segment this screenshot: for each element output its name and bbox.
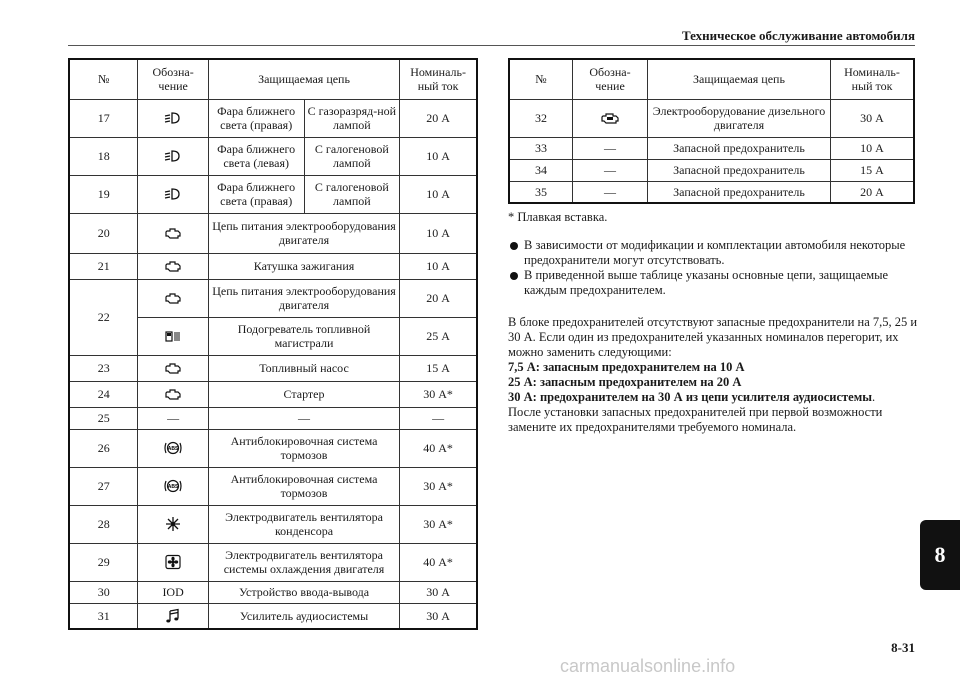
amp-cell: 30 А* bbox=[400, 381, 477, 407]
chapter-tab: 8 bbox=[920, 520, 960, 590]
circuit-cell: Фара ближнего света (правая) bbox=[208, 99, 304, 137]
fuse-number: 28 bbox=[69, 505, 138, 543]
fuse-number: 24 bbox=[69, 381, 138, 407]
table-row bbox=[509, 181, 914, 203]
note-bullet-1 bbox=[524, 238, 914, 268]
circuit-cell: Топливный насос bbox=[208, 355, 399, 381]
table-row bbox=[69, 213, 477, 253]
circuit-cell: Электродвигатель вентилятора системы охлаждения двигателя bbox=[208, 543, 399, 581]
circuit-cell: Цепь питания электрооборудования двигателя bbox=[208, 213, 399, 253]
fuse-number: 19 bbox=[69, 175, 138, 213]
symbol-cell: — bbox=[573, 181, 648, 203]
col-circuit: Защищаемая цепь bbox=[648, 59, 831, 99]
symbol-cell bbox=[138, 505, 208, 543]
engine-icon bbox=[163, 386, 183, 402]
circuit-cell: Цепь питания электрооборудования двигателя bbox=[208, 279, 399, 317]
symbol-cell bbox=[138, 381, 208, 407]
fuse-number: 35 bbox=[509, 181, 573, 203]
table-row bbox=[69, 253, 477, 279]
symbol-cell bbox=[138, 543, 208, 581]
fuse-table-right bbox=[508, 58, 915, 204]
amp-cell: 10 А bbox=[400, 137, 477, 175]
symbol-cell bbox=[138, 253, 208, 279]
header-rule bbox=[68, 45, 915, 46]
spare-line-30: 30 А: предохранителем на 30 А из цепи усилителя аудиосистемы bbox=[508, 390, 873, 404]
circuit-cell: Фара ближнего света (левая) bbox=[208, 137, 304, 175]
col-symbol: Обозна- чение bbox=[138, 59, 208, 99]
amp-cell: 15 А bbox=[400, 355, 477, 381]
engine-icon bbox=[163, 360, 183, 376]
note-text: В приведенной выше таблице указаны основные цепи, защищаемые каждым предохранителем. bbox=[524, 268, 889, 297]
page-header: Техническое обслуживание автомобиля bbox=[681, 28, 915, 43]
col-no: № bbox=[509, 59, 573, 99]
abs-icon bbox=[163, 440, 183, 456]
circuit-cell: Антиблокировочная система тормозов bbox=[208, 429, 399, 467]
col-no: № bbox=[69, 59, 138, 99]
fuse-number: 31 bbox=[69, 603, 138, 629]
fuse-number: 26 bbox=[69, 429, 138, 467]
symbol-cell bbox=[138, 175, 208, 213]
symbol-cell bbox=[138, 467, 208, 505]
table-row bbox=[509, 159, 914, 181]
symbol-cell bbox=[138, 429, 208, 467]
radiator-fan-icon bbox=[163, 554, 183, 570]
amp-cell: 10 А bbox=[831, 137, 915, 159]
symbol-cell bbox=[138, 137, 208, 175]
bullet-dot-icon bbox=[510, 242, 518, 250]
headlight-icon bbox=[163, 186, 183, 202]
table-row bbox=[69, 603, 477, 629]
table-row bbox=[69, 137, 477, 175]
note-text: В зависимости от модификации и комплектации автомобиля некоторые предохранители могут отсутствовать. bbox=[524, 238, 906, 267]
fuse-number: 23 bbox=[69, 355, 138, 381]
circuit-cell: Усилитель аудиосистемы bbox=[208, 603, 399, 629]
symbol-cell bbox=[138, 317, 208, 355]
table-row bbox=[69, 429, 477, 467]
fuel-heater-icon bbox=[163, 328, 183, 344]
symbol-cell: IOD bbox=[138, 581, 208, 603]
paragraph-text-2: После установки запасных предохранителей при первой возможности замените их предохранителями требуемого номинала. bbox=[508, 405, 883, 434]
fuse-number: 17 bbox=[69, 99, 138, 137]
fuse-number: 34 bbox=[509, 159, 573, 181]
symbol-cell: — bbox=[573, 137, 648, 159]
symbol-cell bbox=[138, 603, 208, 629]
circuit-cell: Катушка зажигания bbox=[208, 253, 399, 279]
symbol-cell bbox=[138, 213, 208, 253]
table-row bbox=[509, 99, 914, 137]
circuit-cell: Электрооборудование дизельного двигателя bbox=[648, 99, 831, 137]
circuit-cell: Запасной предохранитель bbox=[648, 137, 831, 159]
bullet-dot-icon bbox=[510, 272, 518, 280]
table-row bbox=[69, 581, 477, 603]
amp-cell: 40 А* bbox=[400, 543, 477, 581]
svg-text:ABS: ABS bbox=[167, 446, 179, 453]
amp-cell: 40 А* bbox=[400, 429, 477, 467]
amp-cell: — bbox=[400, 407, 477, 429]
amp-cell: 20 А bbox=[831, 181, 915, 203]
page-number: 8-31 bbox=[891, 640, 915, 655]
fuse-number: 33 bbox=[509, 137, 573, 159]
table-row bbox=[509, 137, 914, 159]
amp-cell: 30 А bbox=[831, 99, 915, 137]
period: . bbox=[872, 390, 876, 404]
circuit-detail-cell: С галогеновой лампой bbox=[304, 137, 400, 175]
music-icon bbox=[163, 608, 183, 624]
circuit-cell: Запасной предохранитель bbox=[648, 181, 831, 203]
circuit-cell: Подогреватель топливной магистрали bbox=[208, 317, 399, 355]
fuse-number: 29 bbox=[69, 543, 138, 581]
circuit-cell: Устройство ввода-вывода bbox=[208, 581, 399, 603]
table-row bbox=[69, 355, 477, 381]
note-bullet-2 bbox=[524, 268, 914, 298]
watermark: carmanualsonline.info bbox=[560, 656, 736, 676]
symbol-cell bbox=[138, 279, 208, 317]
circuit-cell: Запасной предохранитель bbox=[648, 159, 831, 181]
fan-icon bbox=[163, 516, 183, 532]
fuse-table-left bbox=[68, 58, 478, 630]
col-amp: Номиналь- ный ток bbox=[831, 59, 915, 99]
amp-cell: 10 А bbox=[400, 175, 477, 213]
circuit-detail-cell: С газоразряд-ной лампой bbox=[304, 99, 400, 137]
table-row bbox=[69, 407, 477, 429]
col-circuit: Защищаемая цепь bbox=[208, 59, 399, 99]
table-row bbox=[69, 99, 477, 137]
table-row bbox=[69, 467, 477, 505]
circuit-cell: Электродвигатель вентилятора конденсора bbox=[208, 505, 399, 543]
symbol-cell bbox=[138, 99, 208, 137]
amp-cell: 20 А bbox=[400, 99, 477, 137]
col-amp: Номиналь- ный ток bbox=[400, 59, 477, 99]
symbol-cell: — bbox=[138, 407, 208, 429]
table-row bbox=[69, 175, 477, 213]
paragraph-text: В блоке предохранителей отсутствуют запасные предохранители на 7,5, 25 и 30 А. Если один из предохранителей указанных номиналов перегорит, их можно заменить следующими: bbox=[508, 315, 918, 359]
fuse-number: 30 bbox=[69, 581, 138, 603]
amp-cell: 10 А bbox=[400, 253, 477, 279]
table-row bbox=[69, 279, 477, 317]
table-row bbox=[69, 381, 477, 407]
amp-cell: 30 А bbox=[400, 581, 477, 603]
fuse-number: 27 bbox=[69, 467, 138, 505]
circuit-cell: Стартер bbox=[208, 381, 399, 407]
amp-cell: 25 А bbox=[400, 317, 477, 355]
svg-text:ABS: ABS bbox=[167, 484, 179, 491]
engine-icon bbox=[163, 290, 183, 306]
symbol-cell bbox=[138, 355, 208, 381]
spare-line-7-5: 7,5 А: запасным предохранителем на 10 А bbox=[508, 360, 745, 374]
abs-icon bbox=[163, 478, 183, 494]
circuit-cell: Антиблокировочная система тормозов bbox=[208, 467, 399, 505]
circuit-detail-cell: С галогеновой лампой bbox=[304, 175, 400, 213]
col-symbol: Обозна- чение bbox=[573, 59, 648, 99]
fuse-number: 18 bbox=[69, 137, 138, 175]
amp-cell: 30 А* bbox=[400, 505, 477, 543]
table-row bbox=[69, 543, 477, 581]
spare-line-25: 25 А: запасным предохранителем на 20 А bbox=[508, 375, 742, 389]
engine-icon bbox=[163, 225, 183, 241]
circuit-cell: — bbox=[208, 407, 399, 429]
fuse-number: 21 bbox=[69, 253, 138, 279]
engine-icon bbox=[163, 258, 183, 274]
amp-cell: 20 А bbox=[400, 279, 477, 317]
spare-fuse-paragraph bbox=[508, 315, 918, 435]
symbol-cell: — bbox=[573, 159, 648, 181]
fuse-number: 22 bbox=[69, 279, 138, 355]
fuse-number: 32 bbox=[509, 99, 573, 137]
amp-cell: 30 А bbox=[400, 603, 477, 629]
amp-cell: 15 А bbox=[831, 159, 915, 181]
amp-cell: 10 А bbox=[400, 213, 477, 253]
amp-cell: 30 А* bbox=[400, 467, 477, 505]
fuse-number: 20 bbox=[69, 213, 138, 253]
symbol-cell bbox=[573, 99, 648, 137]
circuit-cell: Фара ближнего света (правая) bbox=[208, 175, 304, 213]
table-row bbox=[69, 505, 477, 543]
fuse-number: 25 bbox=[69, 407, 138, 429]
diesel-icon bbox=[600, 110, 620, 126]
headlight-icon bbox=[163, 148, 183, 164]
headlight-icon bbox=[163, 110, 183, 126]
footnote: * Плавкая вставка. bbox=[508, 210, 608, 224]
